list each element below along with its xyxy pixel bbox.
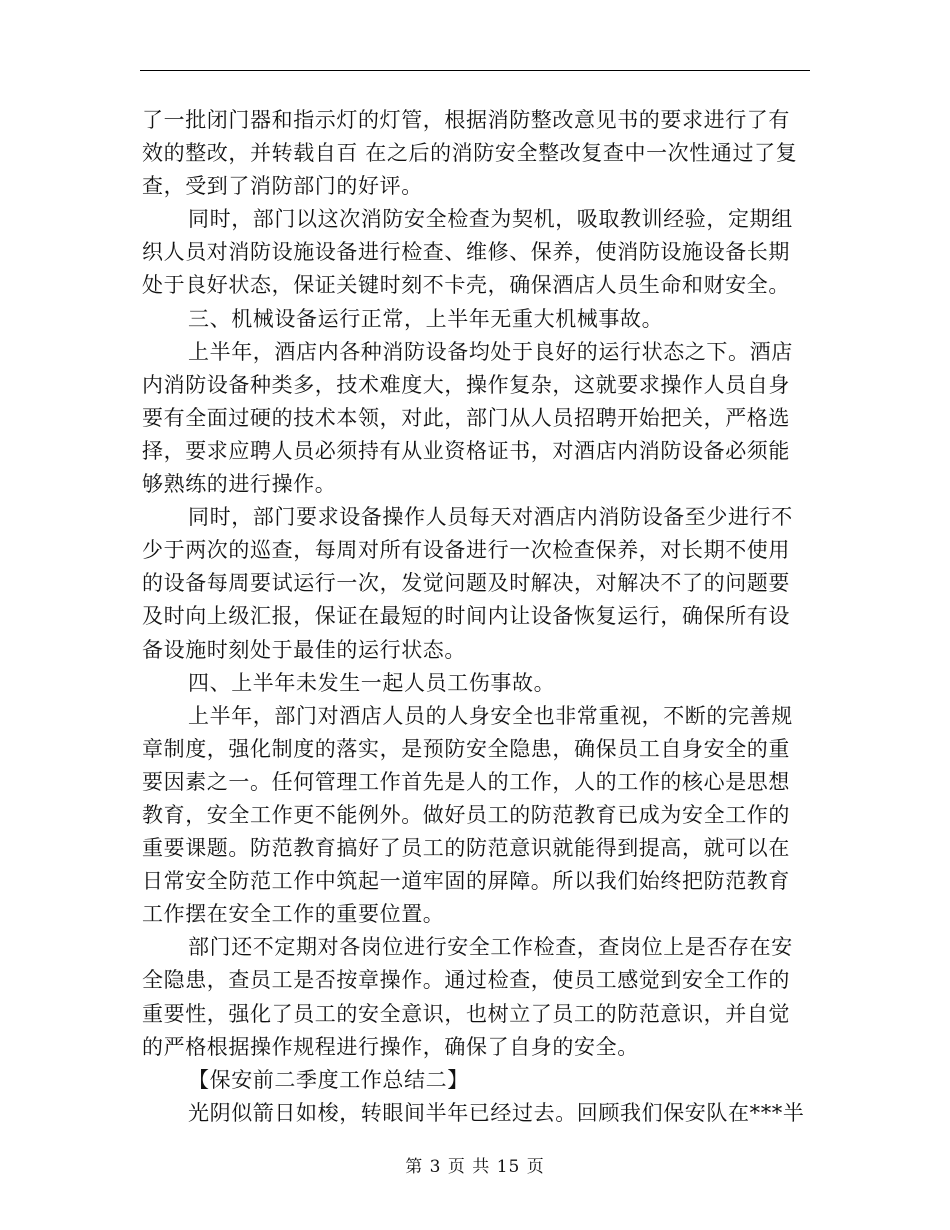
text-line: 【保安前二季度工作总结二】 xyxy=(188,1067,469,1092)
text-line: 要因素之一。任何管理工作首先是人的工作，人的工作的核心是思想 xyxy=(142,769,790,794)
page-footer: 第 3 页 共 15 页 xyxy=(405,1157,545,1177)
text-line: 全隐患，查员工是否按章操作。通过检查，使员工感觉到安全工作的 xyxy=(142,968,790,993)
text-line: 上半年，酒店内各种消防设备均处于良好的运行状态之下。酒店 xyxy=(188,339,793,364)
header-rule xyxy=(140,70,810,71)
text-line: 上半年，部门对酒店人员的人身安全也非常重视，不断的完善规 xyxy=(188,703,793,728)
text-line: 部门还不定期对各岗位进行安全工作检查，查岗位上是否存在安 xyxy=(188,935,793,960)
text-line: 章制度，强化制度的落实，是预防安全隐患，确保员工自身安全的重 xyxy=(142,736,790,761)
text-line: 处于良好状态，保证关键时刻不卡壳，确保酒店人员生命和财安全。 xyxy=(142,273,790,298)
text-line: 三、机械设备运行正常，上半年无重大机械事故。 xyxy=(188,306,664,331)
text-line: 同时，部门要求设备操作人员每天对酒店内消防设备至少进行不 xyxy=(188,505,793,530)
text-line: 少于两次的巡查，每周对所有设备进行一次检查保养，对长期不使用 xyxy=(142,538,790,563)
text-line: 查，受到了消防部门的好评。 xyxy=(142,174,423,199)
text-line: 的设备每周要试运行一次，发觉问题及时解决，对解决不了的问题要 xyxy=(142,571,790,596)
text-line: 及时向上级汇报，保证在最短的时间内让设备恢复运行，确保所有设 xyxy=(142,604,790,629)
text-line: 够熟练的进行操作。 xyxy=(142,472,337,497)
text-line: 备设施时刻处于最佳的运行状态。 xyxy=(142,637,466,662)
text-line: 同时，部门以这次消防安全检查为契机，吸取教训经验，定期组 xyxy=(188,207,793,232)
text-line: 工作摆在安全工作的重要位置。 xyxy=(142,902,445,927)
text-line: 教育，安全工作更不能例外。做好员工的防范教育已成为安全工作的 xyxy=(142,802,790,827)
text-line: 的严格根据操作规程进行操作，确保了自身的安全。 xyxy=(142,1034,639,1059)
text-line: 织人员对消防设施设备进行检查、维修、保养，使消防设施设备长期 xyxy=(142,240,790,265)
text-line: 内消防设备种类多，技术难度大，操作复杂，这就要求操作人员自身 xyxy=(142,372,790,397)
text-line: 了一批闭门器和指示灯的灯管，根据消防整改意见书的要求进行了有 xyxy=(142,108,790,132)
text-line: 效的整改，并转载自百 在之后的消防安全整改复查中一次性通过了复 xyxy=(142,141,798,166)
text-line: 择，要求应聘人员必须持有从业资格证书，对酒店内消防设备必须能 xyxy=(142,438,790,463)
text-line: 日常安全防范工作中筑起一道牢固的屏障。所以我们始终把防范教育 xyxy=(142,869,790,894)
text-line: 光阴似箭日如梭，转眼间半年已经过去。回顾我们保安队在***半 xyxy=(188,1100,805,1125)
text-line: 重要性，强化了员工的安全意识，也树立了员工的防范意识，并自觉 xyxy=(142,1001,790,1026)
text-line: 重要课题。防范教育搞好了员工的防范意识就能得到提高，就可以在 xyxy=(142,836,790,861)
text-line: 四、上半年未发生一起人员工伤事故。 xyxy=(188,670,556,695)
text-line: 要有全面过硬的技术本领，对此，部门从人员招聘开始把关，严格选 xyxy=(142,405,790,430)
document-body xyxy=(142,104,810,1130)
